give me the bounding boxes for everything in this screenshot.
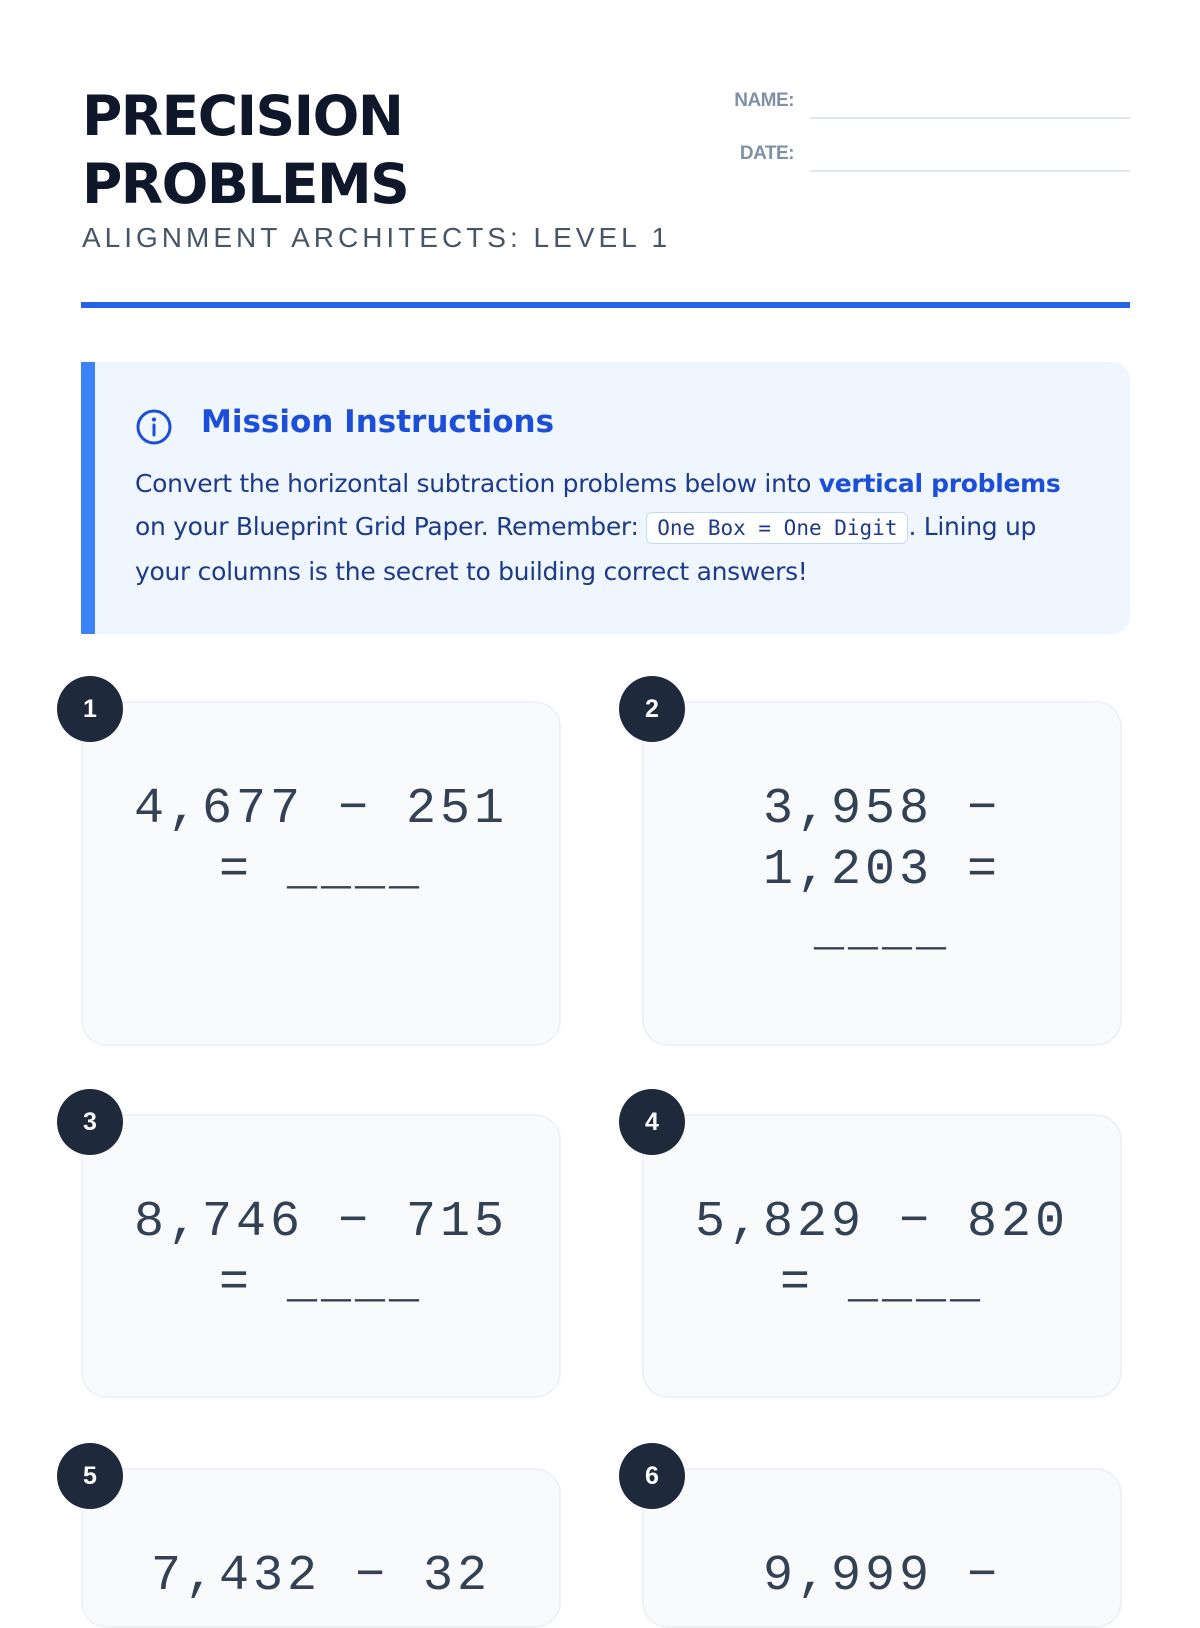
problem-number-badge: 2 — [619, 676, 685, 742]
instructions-panel — [81, 362, 1130, 634]
name-field[interactable] — [690, 84, 1130, 124]
instructions-text-1: Convert the horizontal subtraction problems below into — [135, 469, 819, 498]
header-divider — [81, 302, 1130, 308]
instructions-text-3: . Lining up your columns is the secret to building correct answers! — [135, 512, 1037, 586]
date-label: DATE: — [739, 143, 794, 164]
page-title: PRECISION PROBLEMS — [82, 84, 409, 216]
problem-card-3 — [81, 1114, 561, 1398]
date-line[interactable] — [810, 170, 1130, 172]
problem-expression: 9,999 − — [762, 1548, 1002, 1605]
problem-card-6 — [642, 1468, 1122, 1628]
instructions-emphasis: vertical problems — [818, 469, 1061, 498]
problem-card-4 — [642, 1114, 1122, 1398]
problem-number-badge: 3 — [57, 1089, 123, 1155]
problem-expression: 5,829 − 820 = ____ — [694, 1194, 1070, 1312]
problem-number-badge: 5 — [57, 1443, 123, 1509]
problem-expression: 8,746 − 715 = ____ — [133, 1194, 509, 1312]
instructions-text-2: on your Blueprint Grid Paper. Remember: — [135, 512, 647, 541]
instructions-text — [135, 462, 1095, 593]
problem-number-badge: 6 — [619, 1443, 685, 1509]
page-subtitle: ALIGNMENT ARCHITECTS: LEVEL 1 — [82, 222, 672, 253]
problem-card-2 — [642, 701, 1122, 1046]
name-label: NAME: — [734, 90, 794, 111]
instructions-title: Mission Instructions — [201, 404, 555, 440]
problem-number-badge: 1 — [57, 676, 123, 742]
problem-card-5 — [81, 1468, 561, 1628]
problem-number-badge: 4 — [619, 1089, 685, 1155]
problem-expression: 4,677 − 251 = ____ — [133, 781, 509, 899]
name-line[interactable] — [810, 117, 1130, 119]
problem-expression: 7,432 − 32 — [150, 1548, 492, 1605]
info-icon — [135, 408, 173, 446]
date-field[interactable] — [690, 137, 1130, 177]
problem-card-1 — [81, 701, 561, 1046]
instructions-code: One Box = One Digit — [646, 512, 908, 544]
problem-expression: 3,958 − 1,203 = ____ — [762, 781, 1002, 960]
